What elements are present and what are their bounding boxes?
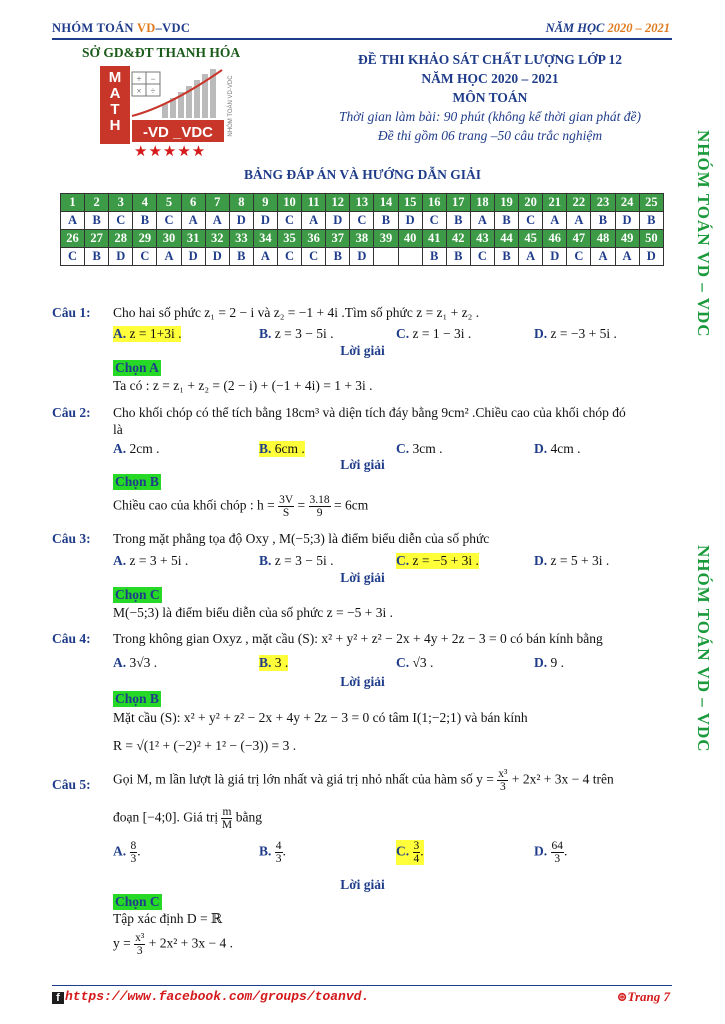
answer-value-cell: B <box>446 248 470 266</box>
answer-number-cell: 38 <box>350 230 374 248</box>
answer-number-cell: 46 <box>543 230 567 248</box>
answer-value-cell: C <box>157 212 181 230</box>
answer-value-cell: C <box>470 248 494 266</box>
answer-number-cell: 34 <box>253 230 277 248</box>
q3-option-c: C. z = −5 + 3i . <box>396 553 479 568</box>
q2-text-cont: là <box>113 422 123 437</box>
q1-solution: Ta có : z = z₁ + z₂ = (2 − i) + (−1 + 4i) = 1 + 3i . <box>113 378 373 393</box>
q1-option-d: D. z = −3 + 5i . <box>534 326 617 341</box>
header-group-name: NHÓM TOÁN VD–VDC <box>52 21 191 35</box>
logo-brand-text: -VD _VDC <box>142 124 214 141</box>
answer-number-cell: 42 <box>446 230 470 248</box>
q5-solution-line1: Tập xác định D = ℝ <box>113 911 223 926</box>
q2-text: Cho khối chóp có thể tích bằng 18cm³ và diện tích đáy bằng 9cm² .Chiều cao của khối chóp đó <box>113 405 626 420</box>
q5-text: Gọi M, m lần lượt là giá trị lớn nhất và giá trị nhỏ nhất của hàm số y = $\frac{\text{x³}}{3}$ + 2x² + 3x − 4 trên <box>113 768 614 793</box>
answer-number-cell: 16 <box>422 194 446 212</box>
footer-page-number: ⊛Trang 7 <box>616 989 670 1004</box>
q3-option-b: B. z = 3 − 5i . <box>259 553 334 568</box>
logo-side-text: NHÓM TOÁN VD-VDC <box>228 75 234 137</box>
answer-number-cell: 15 <box>398 194 422 212</box>
answer-number-cell: 5 <box>157 194 181 212</box>
q5-option-a: A. $\frac{8}{3}$ . <box>113 840 141 865</box>
answer-value-cell: C <box>61 248 85 266</box>
answer-number-cell: 44 <box>494 230 518 248</box>
q5-option-c: C. $\frac{3}{4}$ . <box>396 840 424 865</box>
answer-number-cell: 30 <box>157 230 181 248</box>
q2-label: Câu 2: <box>52 405 91 420</box>
exam-title: ĐỀ THI KHẢO SÁT CHẤT LƯỢNG LỚP 12 <box>358 52 622 67</box>
answer-value-cell: D <box>229 212 253 230</box>
answer-value-row <box>61 212 664 230</box>
q1-option-a: A. z = 1+3i . <box>113 326 182 341</box>
answer-number-cell: 14 <box>374 194 398 212</box>
answer-value-cell: B <box>85 212 109 230</box>
answer-number-cell: 29 <box>133 230 157 248</box>
q5-option-d: D. $\frac{64}{3}$ . <box>534 840 568 865</box>
answer-value-cell: A <box>615 248 639 266</box>
q1-option-b: B. z = 3 − 5i . <box>259 326 334 341</box>
exam-pages: Đề thi gồm 06 trang –50 câu trắc nghiệm <box>377 128 603 143</box>
answer-value-cell: B <box>494 248 518 266</box>
answer-value-cell: C <box>277 248 301 266</box>
answer-value-cell: D <box>543 248 567 266</box>
logo-math-text: M <box>108 69 122 86</box>
answer-value-cell: A <box>567 212 591 230</box>
answer-value-cell: C <box>567 248 591 266</box>
answer-number-cell: 23 <box>591 194 615 212</box>
answer-value-cell: D <box>350 248 374 266</box>
answer-value-cell: A <box>253 248 277 266</box>
q2-option-c: C. 3cm . <box>396 441 443 456</box>
answer-number-cell: 10 <box>277 194 301 212</box>
q2-option-a: A. 2cm . <box>113 441 160 456</box>
answer-value-cell: C <box>350 212 374 230</box>
answer-number-cell: 13 <box>350 194 374 212</box>
answer-number-cell: 48 <box>591 230 615 248</box>
answer-number-cell: 3 <box>109 194 133 212</box>
answer-number-cell: 35 <box>277 230 301 248</box>
answer-number-cell: 27 <box>85 230 109 248</box>
q1-chosen: Chọn A <box>115 360 159 375</box>
q1-solution-heading: Lời giải <box>340 343 385 358</box>
answer-value-cell: A <box>61 212 85 230</box>
answer-number-cell: 45 <box>519 230 543 248</box>
q2-option-d: D. 4cm . <box>534 441 581 456</box>
svg-text:T: T <box>110 101 120 118</box>
q3-option-a: A. z = 3 + 5i . <box>113 553 189 568</box>
answer-value-cell: D <box>326 212 350 230</box>
answer-number-cell: 4 <box>133 194 157 212</box>
page-marker-icon: ⊛ <box>616 989 628 1004</box>
answer-number-cell: 19 <box>494 194 518 212</box>
q2-solution-heading: Lời giải <box>340 457 385 472</box>
q5-option-b: B. $\frac{4}{3}$ . <box>259 840 286 865</box>
q4-solution-line1: Mặt cầu (S): x² + y² + z² − 2x + 4y + 2z − 3 = 0 có tâm I(1;−2;1) và bán kính <box>113 710 528 725</box>
answer-value-row <box>61 248 664 266</box>
q3-label: Câu 3: <box>52 531 91 546</box>
q5-label: Câu 5: <box>52 777 91 792</box>
answer-value-cell: B <box>446 212 470 230</box>
answer-number-cell: 21 <box>543 194 567 212</box>
answer-value-cell <box>374 248 398 266</box>
q4-option-d: D. 9 . <box>534 655 564 670</box>
answer-value-cell: B <box>639 212 663 230</box>
q4-label: Câu 4: <box>52 631 91 646</box>
answer-number-cell: 2 <box>85 194 109 212</box>
answer-value-cell: A <box>302 212 326 230</box>
rating-stars: ★★★★★ <box>134 144 207 160</box>
answer-number-cell: 49 <box>615 230 639 248</box>
answer-number-row <box>61 230 664 248</box>
answer-value-cell: A <box>470 212 494 230</box>
q4-option-a: A. 3√3 . <box>113 655 158 670</box>
answer-table <box>60 193 664 266</box>
answer-number-cell: 12 <box>326 194 350 212</box>
answer-number-cell: 7 <box>205 194 229 212</box>
answer-value-cell: B <box>591 212 615 230</box>
header-divider <box>52 38 672 40</box>
answer-value-cell: C <box>277 212 301 230</box>
answer-number-cell: 39 <box>374 230 398 248</box>
svg-text:×: × <box>136 86 142 96</box>
answer-number-cell: 18 <box>470 194 494 212</box>
answer-value-cell <box>398 248 422 266</box>
answer-value-cell: C <box>519 212 543 230</box>
footer-link[interactable]: f https://www.facebook.com/groups/toanvd. <box>52 989 369 1004</box>
answer-value-cell: B <box>494 212 518 230</box>
svg-text:÷: ÷ <box>150 86 156 96</box>
q5-chosen: Chọn C <box>115 894 160 909</box>
answer-number-cell: 22 <box>567 194 591 212</box>
q2-option-b: B. 6cm . <box>259 441 305 456</box>
answer-value-cell: D <box>205 248 229 266</box>
svg-text:H: H <box>109 117 121 134</box>
answer-number-cell: 9 <box>253 194 277 212</box>
answer-value-cell: C <box>422 212 446 230</box>
answer-number-cell: 25 <box>639 194 663 212</box>
answer-value-cell: B <box>85 248 109 266</box>
answer-value-cell: D <box>639 248 663 266</box>
answer-number-cell: 20 <box>519 194 543 212</box>
answer-value-cell: D <box>398 212 422 230</box>
answer-number-cell: 26 <box>61 230 85 248</box>
q2-chosen: Chọn B <box>115 474 159 489</box>
org-name: SỞ GD&ĐT THANH HÓA <box>82 45 241 60</box>
answer-table-title: BẢNG ĐÁP ÁN VÀ HƯỚNG DẪN GIẢI <box>243 167 481 182</box>
answer-value-cell: D <box>615 212 639 230</box>
answer-number-cell: 32 <box>205 230 229 248</box>
answer-number-cell: 41 <box>422 230 446 248</box>
answer-value-cell: A <box>205 212 229 230</box>
answer-number-row <box>61 194 664 212</box>
q4-chosen: Chọn B <box>115 691 159 706</box>
answer-number-cell: 24 <box>615 194 639 212</box>
answer-number-cell: 17 <box>446 194 470 212</box>
math-logo <box>100 66 240 144</box>
q4-solution-line2: R = √(1² + (−2)² + 1² − (−3)) = 3 . <box>113 738 297 753</box>
answer-value-cell: A <box>157 248 181 266</box>
header-school-year: NĂM HỌC 2020 – 2021 <box>545 21 670 35</box>
side-watermark-bottom: NHÓM TOÁN VD – VDC <box>694 545 713 753</box>
answer-value-cell: A <box>519 248 543 266</box>
answer-number-cell: 43 <box>470 230 494 248</box>
facebook-icon: f <box>52 992 64 1004</box>
answer-value-cell: D <box>109 248 133 266</box>
q4-option-b: B. 3 . <box>259 655 289 670</box>
answer-number-cell: 47 <box>567 230 591 248</box>
q4-option-c: C. √3 . <box>396 655 434 670</box>
q4-solution-heading: Lời giải <box>340 674 385 689</box>
answer-number-cell: 33 <box>229 230 253 248</box>
q4-text: Trong không gian Oxyz , mặt cầu (S): x² + y² + z² − 2x + 4y + 2z − 3 = 0 có bán kính bằng <box>113 631 603 646</box>
exam-subject: MÔN TOÁN <box>452 90 528 105</box>
answer-number-cell: 11 <box>302 194 326 212</box>
footer-divider <box>52 985 672 986</box>
answer-value-cell: B <box>326 248 350 266</box>
answer-value-cell: D <box>181 248 205 266</box>
answer-number-cell: 6 <box>181 194 205 212</box>
q1-option-c: C. z = 1 − 3i . <box>396 326 472 341</box>
answer-number-cell: 31 <box>181 230 205 248</box>
answer-value-cell: B <box>422 248 446 266</box>
answer-number-cell: 36 <box>302 230 326 248</box>
answer-value-cell: B <box>374 212 398 230</box>
svg-text:−: − <box>150 74 156 84</box>
answer-value-cell: A <box>181 212 205 230</box>
svg-text:A: A <box>109 85 121 102</box>
answer-number-cell: 40 <box>398 230 422 248</box>
answer-value-cell: A <box>543 212 567 230</box>
q5-text-cont: đoạn [−4;0]. Giá trị $\frac{m}{M}$ bằng <box>113 806 263 831</box>
answer-value-cell: D <box>253 212 277 230</box>
q3-option-d: D. z = 5 + 3i . <box>534 553 610 568</box>
answer-value-cell: B <box>229 248 253 266</box>
q3-solution-heading: Lời giải <box>340 570 385 585</box>
q3-solution: M(−5;3) là điểm biểu diễn của số phức z = −5 + 3i . <box>113 605 393 620</box>
answer-value-cell: A <box>591 248 615 266</box>
q5-solution-heading: Lời giải <box>340 877 385 892</box>
answer-number-cell: 28 <box>109 230 133 248</box>
exam-title-block <box>310 52 670 144</box>
answer-value-cell: C <box>133 248 157 266</box>
q1-text: Cho hai số phức z₁ = 2 − i và z₂ = −1 + 4i .Tìm số phức z = z₁ + z₂ . <box>113 305 480 320</box>
answer-value-cell: B <box>133 212 157 230</box>
svg-text:+: + <box>136 74 142 84</box>
exam-duration: Thời gian làm bài: 90 phút (không kể thời gian phát đề) <box>338 109 641 124</box>
q3-text: Trong mặt phẳng tọa độ Oxy , M(−5;3) là điểm biểu diễn của số phức <box>113 531 490 546</box>
answer-value-cell: C <box>302 248 326 266</box>
answer-value-cell: C <box>109 212 133 230</box>
q2-solution: Chiều cao của khối chóp : h = $\frac{3V}{S}$ = $\frac{3.18}{9}$ = 6cm <box>113 494 369 519</box>
q3-chosen: Chọn C <box>115 587 160 602</box>
answer-number-cell: 1 <box>61 194 85 212</box>
side-watermark-top: NHÓM TOÁN VD – VDC <box>694 130 713 338</box>
answer-number-cell: 8 <box>229 194 253 212</box>
answer-number-cell: 37 <box>326 230 350 248</box>
answer-number-cell: 50 <box>639 230 663 248</box>
q1-label: Câu 1: <box>52 305 91 320</box>
q5-solution-line2: y = $\frac{\text{x³}}{3}$ + 2x² + 3x − 4 . <box>113 932 233 957</box>
exam-year: NĂM HỌC 2020 – 2021 <box>421 71 559 86</box>
